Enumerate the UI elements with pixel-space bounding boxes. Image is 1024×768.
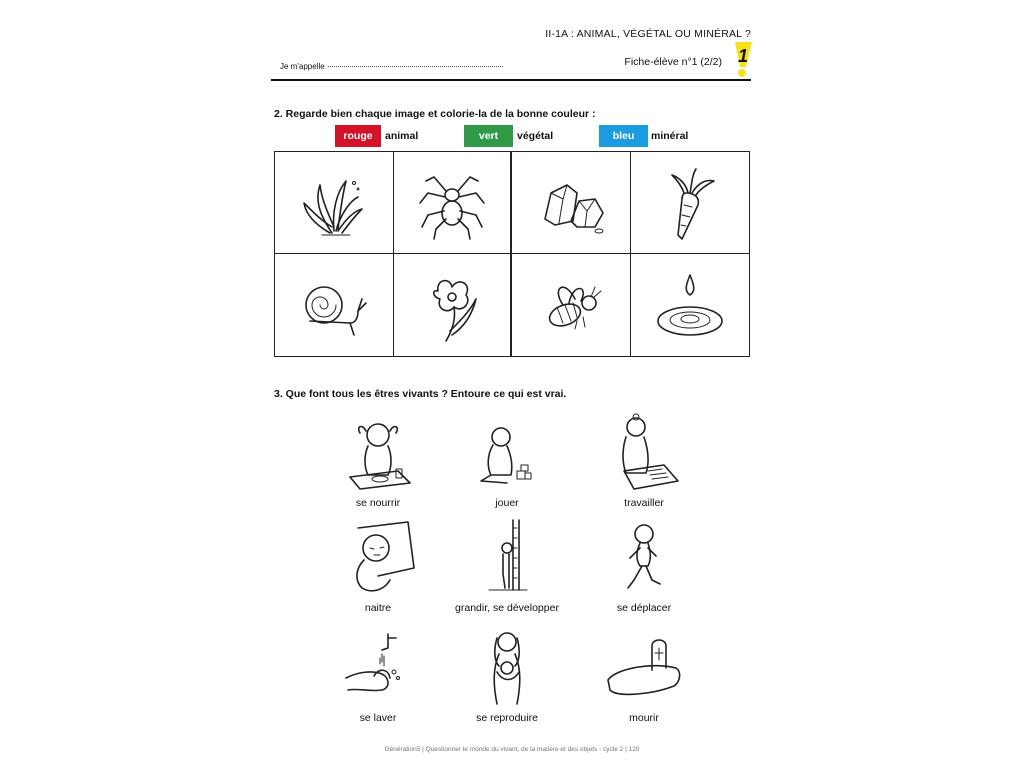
activity-label: naitre	[364, 602, 392, 614]
spider-icon	[410, 163, 494, 243]
header-divider	[271, 79, 751, 81]
grid-cell[interactable]	[512, 152, 631, 254]
question-2-title: 2. Regarde bien chaque image et colorie-la de la bonne couleur :	[274, 108, 596, 120]
grid-cell[interactable]	[631, 152, 750, 254]
grid-cell[interactable]	[512, 254, 631, 356]
activity-label: mourir	[629, 712, 659, 724]
legend-label-mineral: minéral	[651, 130, 689, 142]
grid-cell[interactable]	[631, 254, 750, 356]
exclamation-badge-icon	[730, 40, 756, 78]
eating-child-icon	[338, 413, 418, 493]
name-label: Je m'appelle	[280, 62, 325, 71]
legend-label-animal: animal	[385, 130, 419, 142]
legend-swatch-blue: bleu	[599, 125, 648, 147]
activity-label: travailler	[624, 497, 664, 509]
activity-item[interactable]	[579, 628, 709, 724]
activity-item[interactable]	[579, 413, 709, 509]
grave-icon	[604, 628, 684, 708]
activity-item[interactable]	[313, 413, 443, 509]
mother-baby-icon	[467, 628, 547, 708]
activity-item[interactable]	[313, 628, 443, 724]
activity-item[interactable]	[579, 518, 709, 614]
growing-child-icon	[467, 518, 547, 598]
name-field	[280, 62, 503, 71]
grass-icon	[292, 163, 376, 243]
legend-label-vegetal: végétal	[517, 130, 554, 142]
coloring-grid	[274, 151, 750, 357]
rocks-icon	[529, 163, 613, 243]
worksheet-title: II-1A : ANIMAL, VÉGÉTAL OU MINÉRAL ?	[545, 28, 751, 40]
activity-item[interactable]	[442, 518, 572, 614]
grid-cell[interactable]	[275, 152, 394, 254]
activity-label: se nourrir	[355, 497, 401, 509]
snail-icon	[292, 265, 376, 345]
activity-label: se laver	[359, 712, 397, 724]
newborn-baby-icon	[338, 518, 418, 598]
grid-cell[interactable]	[275, 254, 394, 356]
page-footer: Génération5 | Questionner le monde du vivant, de la matière et des objets - cycle 2 | 120	[384, 746, 640, 753]
bee-icon	[529, 265, 613, 345]
badge-number: 1	[737, 46, 749, 66]
activity-item[interactable]	[442, 628, 572, 724]
name-dotted-line	[328, 66, 503, 67]
water-drop-icon	[648, 265, 732, 345]
legend-swatch-red: rouge	[335, 125, 381, 147]
working-child-icon	[604, 413, 684, 493]
activity-label: se reproduire	[476, 712, 538, 724]
activity-label: se déplacer	[616, 602, 672, 614]
activity-label: grandir, se développer	[455, 602, 559, 614]
playing-child-icon	[467, 413, 547, 493]
washing-hands-icon	[338, 628, 418, 708]
activity-item[interactable]	[313, 518, 443, 614]
color-legend	[335, 125, 695, 147]
activity-label: jouer	[495, 497, 519, 509]
grid-cell[interactable]	[394, 152, 513, 254]
activity-item[interactable]	[442, 413, 572, 509]
carrot-icon	[648, 163, 732, 243]
question-3-title: 3. Que font tous les êtres vivants ? Entoure ce qui est vrai.	[274, 388, 567, 400]
flower-icon	[410, 265, 494, 345]
grid-cell[interactable]	[394, 254, 513, 356]
legend-swatch-green: vert	[464, 125, 513, 147]
walking-child-icon	[604, 518, 684, 598]
sheet-number: Fiche-élève n°1 (2/2)	[624, 56, 722, 68]
